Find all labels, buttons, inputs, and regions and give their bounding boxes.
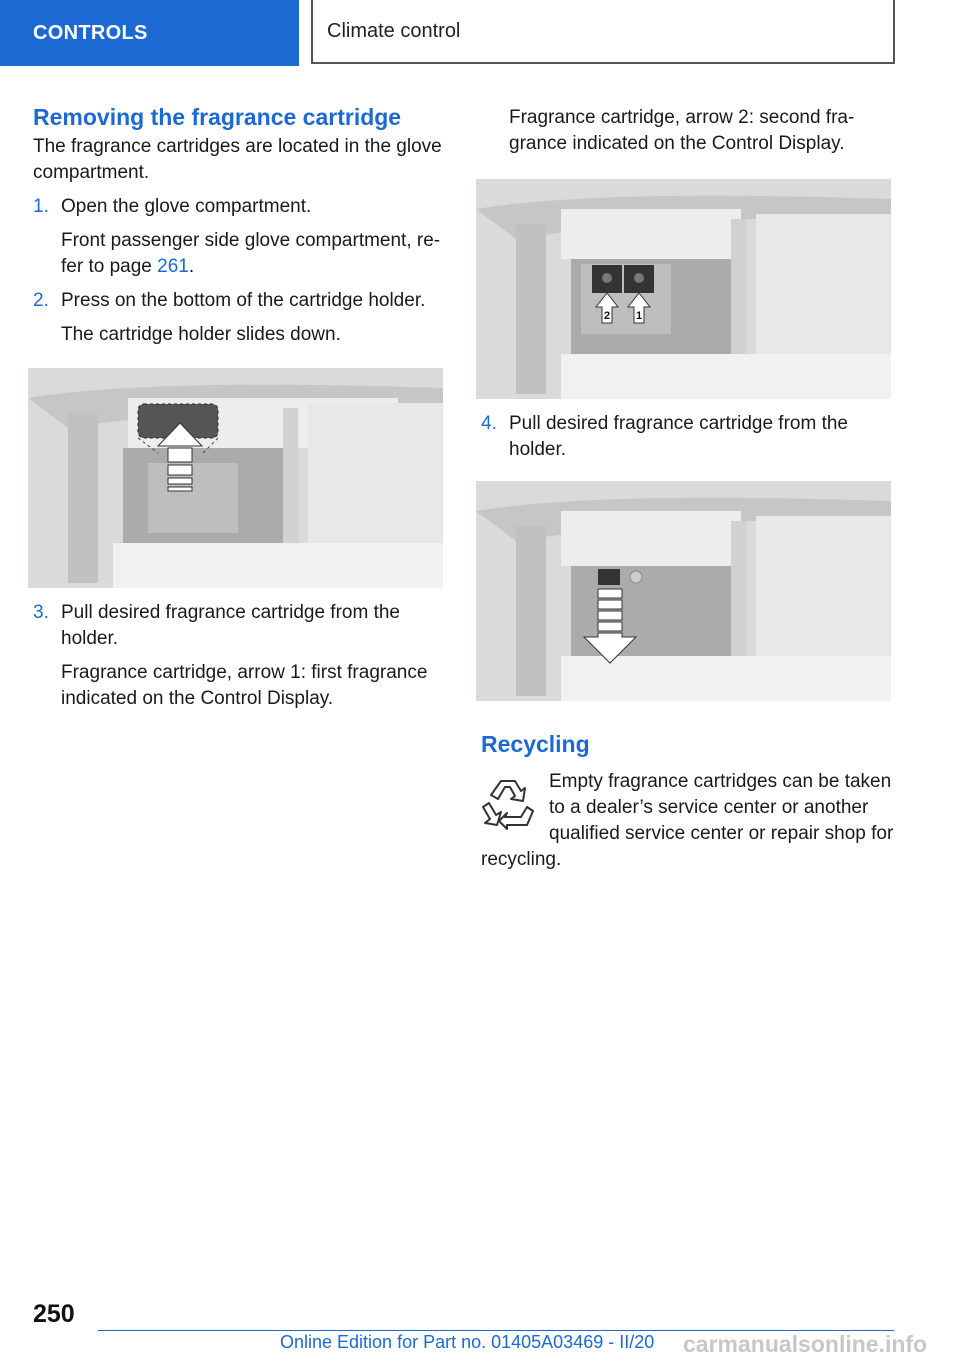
step-2-note: The cartridge holder slides down. (61, 324, 341, 345)
step-number: 1. (33, 196, 49, 217)
arrow-2-note: Fragrance cartridge, arrow 2: second fra-grance indicated on the Control Display. (509, 107, 855, 154)
section-title: CONTROLS (33, 21, 148, 44)
chapter-header (311, 0, 895, 64)
step-2 (33, 288, 448, 314)
recycling-block (481, 769, 896, 873)
step-3-note: Fragrance cartridge, arrow 1: first fragrance indicated on the Control Display. (61, 662, 428, 709)
left-column (33, 100, 448, 712)
glove-box-figure-pull (476, 481, 891, 701)
intro-paragraph: The fragrance cartridges are located in the glove compartment. (33, 136, 442, 183)
page-reference-link[interactable]: 261 (157, 256, 189, 277)
step-1 (33, 194, 448, 220)
step-text: Press on the bottom of the cartridge holder. (61, 290, 426, 311)
step-1-note (33, 228, 448, 280)
glove-box-figure-arrows (476, 179, 891, 399)
step-text: Pull desired fragrance cartridge from the holder. (509, 413, 848, 460)
step-text: Open the glove compartment. (61, 196, 312, 217)
arrow-label-1: 1 (635, 310, 643, 322)
step-4 (481, 411, 896, 463)
glove-box-figure-press (28, 368, 443, 588)
watermark-text: carmanualsonline.info (683, 1331, 928, 1357)
section-tab (0, 0, 299, 66)
edition-note: Online Edition for Part no. 01405A03469 - II/20 (280, 1332, 655, 1352)
step-number: 4. (481, 413, 497, 434)
section-heading-recycling: Recycling (481, 731, 590, 757)
arrow-label-2: 2 (603, 310, 611, 322)
step-number: 3. (33, 602, 49, 623)
note-text: Front passenger side glove compartment, re-fer to page (61, 230, 441, 277)
note-period: . (188, 256, 195, 277)
right-column (481, 105, 896, 873)
chapter-title: Climate control (327, 19, 461, 42)
recycling-text: Empty fragrance cartridges can be taken to a dealer’s service center or another qualified service center or repair shop for recycling. (481, 771, 894, 870)
step-number: 2. (33, 290, 49, 311)
step-text: Pull desired fragrance cartridge from the holder. (61, 602, 400, 649)
step-3 (33, 600, 448, 652)
page-number: 250 (33, 1300, 75, 1328)
section-heading-removing: Removing the fragrance cartridge (33, 104, 402, 130)
recycle-icon (481, 773, 535, 833)
